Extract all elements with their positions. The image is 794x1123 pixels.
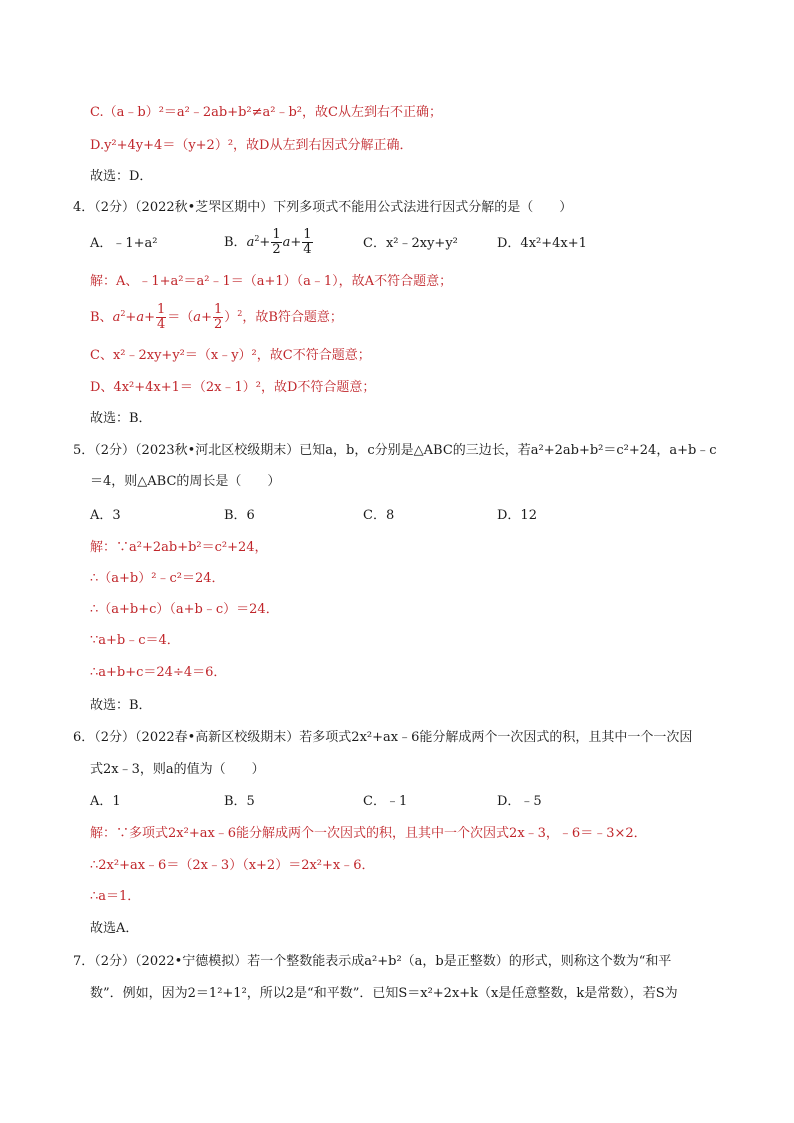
q4-stem: 4．（2分）（2022秋•芝罘区期中）下列多项式不能用公式法进行因式分解的是（ ） (73, 200, 573, 215)
q4-option-b-frac1: $\frac{1}{2}$ (272, 227, 281, 257)
q4-solution-d: D、4x²+4x+1＝（2x﹣1）²，故D不符合题意； (90, 380, 376, 395)
q5-stem-line2: ＝4，则△ABC的周长是（ ） (90, 474, 281, 489)
q4-option-b: B．$a^2+$ $\frac{1}{2}$ a+ $\frac{1}{4}$ (224, 227, 312, 257)
q6-option-a: A．1 (90, 794, 121, 809)
q6-stem-line2: 式2x﹣3，则a的值为（ ） (90, 762, 265, 777)
q6-option-b: B．5 (224, 794, 255, 809)
q4-option-b-frac2: $\frac{1}{4}$ (303, 227, 312, 257)
q6-solution-3: ∴a＝1． (90, 889, 141, 904)
q4-option-a: A．﹣1+a² (90, 236, 158, 251)
q6-option-d: D．﹣5 (497, 794, 542, 809)
q4-solution-b-label: B、 (90, 310, 113, 325)
q6-stem-line1: 6．（2分）（2022春•高新区校级期末）若多项式2x²+ax﹣6能分解成两个一次因式的积，且其中一个一次因 (73, 730, 693, 745)
q4-option-d: D．4x²+4x+1 (497, 236, 587, 251)
q3-answer: 故选：D． (90, 169, 153, 184)
q4-solution-b: B、$a^2+a+$ $\frac{1}{4}$ ＝（a+ $\frac{1}{2}$ ）$^2$，故B符合题意； (90, 302, 343, 332)
q5-stem-line1: 5．（2分）（2023秋•河北区校级期末）已知a，b，c分别是△ABC的三边长，若a²+2ab+b²＝c²+24，a+b﹣c (73, 443, 717, 458)
q3-solution-d: D.y²+4y+4＝（y+2）²，故D从左到右因式分解正确． (90, 138, 413, 153)
q4-answer: 故选：B． (90, 411, 152, 426)
q4-solution-b-tail: ，故B符合题意； (242, 310, 343, 325)
q7-stem-line1: 7．（2分）（2022•宁德模拟）若一个整数能表示成a²+b²（a，b是正整数）的形式，则称这个数为“和平 (73, 954, 672, 969)
q5-solution-1: 解：∵a²+2ab+b²＝c²+24， (90, 540, 268, 555)
q5-option-c: C．8 (363, 508, 395, 523)
q6-answer: 故选A． (90, 921, 139, 936)
q4-solution-b-frac2: $\frac{1}{2}$ (213, 302, 223, 332)
q5-solution-3: ∴（a+b+c）（a+b﹣c）＝24． (90, 602, 279, 617)
q6-solution-1: 解：∵多项式2x²+ax﹣6能分解成两个一次因式的积，且其中一个次因式2x﹣3，﹣6＝﹣3×2． (90, 826, 647, 841)
q5-option-b: B．6 (224, 508, 255, 523)
q4-solution-b-frac1: $\frac{1}{4}$ (157, 302, 166, 332)
q6-option-c: C．﹣1 (363, 794, 408, 809)
q4-solution-a: 解：A、﹣1+a²＝a²﹣1＝（a+1）（a﹣1），故A不符合题意； (90, 274, 453, 289)
q5-answer: 故选：B． (90, 698, 152, 713)
q5-option-a: A．3 (90, 508, 121, 523)
q6-solution-2: ∴2x²+ax﹣6＝（2x﹣3）（x+2）＝2x²+x﹣6． (90, 858, 375, 873)
q5-solution-4: ∵a+b﹣c＝4． (90, 633, 180, 648)
q4-solution-c: C、x²﹣2xy+y²＝（x﹣y）²，故C不符合题意； (90, 348, 371, 363)
q3-solution-c: C.（a﹣b）²＝a²﹣2ab+b²≠a²﹣b²，故C从左到右不正确； (90, 105, 442, 120)
q4-option-c: C．x²﹣2xy+y² (363, 236, 458, 251)
q4-option-b-label: B． (224, 235, 247, 250)
q5-option-d: D．12 (497, 508, 537, 523)
q7-stem-line2: 数”．例如，因为2＝1²+1²，所以2是“和平数”．已知S＝x²+2x+k（x是任意整数，k是常数），若S为 (90, 986, 678, 1001)
q5-solution-5: ∴a+b+c＝24÷4＝6． (90, 665, 227, 680)
q5-solution-2: ∴（a+b）²﹣c²＝24． (90, 571, 225, 586)
